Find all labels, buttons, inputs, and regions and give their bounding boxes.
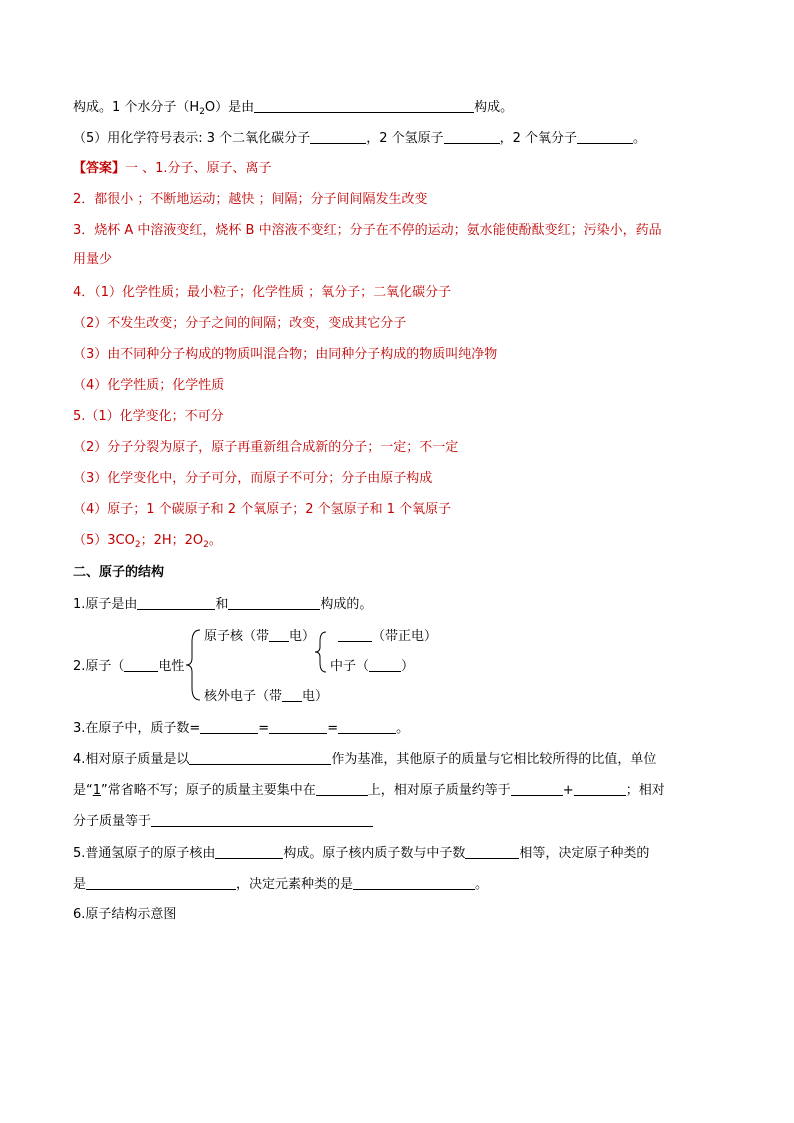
answer-line-1: 【答案】一 、1.分子、原子、离子 xyxy=(73,161,272,176)
answer-line-5-2: （2）分子分裂为原子，原子再重新组合成新的分子；一定；不一定 xyxy=(73,440,459,455)
answer-line-4-3: （3）由不同种分子构成的物质叫混合物；由同种分子构成的物质叫纯净物 xyxy=(73,347,498,362)
answer-blank[interactable] xyxy=(269,719,327,734)
atom-label: 2.原子（ 电性 xyxy=(73,659,185,674)
proton-label: （带正电） xyxy=(338,627,437,646)
question-5-symbols: （5）用化学符号表示: 3 个二氧化碳分子 ，2 个氢原子 ，2 个氧分子 。 xyxy=(73,131,647,146)
atom-brace xyxy=(186,630,200,700)
answer-blank[interactable] xyxy=(574,781,626,796)
answer-blank[interactable] xyxy=(151,812,373,827)
answer-line-5-5: $(5)3CO_2$；2H；$2O_2$。 xyxy=(73,533,222,550)
section-heading: 二、原子的结构 xyxy=(73,565,165,580)
answer-blank[interactable] xyxy=(200,719,258,734)
answer-blank[interactable] xyxy=(189,750,331,765)
answer-blank[interactable] xyxy=(338,719,396,734)
answer-line-3-cont: 用量少 xyxy=(73,252,113,267)
electron-label: 核外电子（带 电） xyxy=(204,689,329,704)
answer-blank[interactable] xyxy=(511,781,563,796)
answer-line-2: 2．都很小 ；不断地运动；越快 ；间隔；分子间间隔发生改变 xyxy=(73,192,428,207)
answer-line-5: 5.（1）化学变化；不可分 xyxy=(73,409,224,424)
answer-line-4-4: （4）化学性质；化学性质 xyxy=(73,378,225,393)
nucleus-brace xyxy=(315,632,326,672)
question-4-line-1: 4.相对原子质量是以 作为基准，其他原子的质量与它相比较所得的比值，单位 xyxy=(73,752,657,767)
answer-blank[interactable] xyxy=(316,781,368,796)
answer-line-3: 3．烧杯 A 中溶液变红，烧杯 B 中溶液不变红；分子在不停的运动；氨水能使酚酞变红；污染小，药品 xyxy=(73,223,662,238)
question-5-line-2: 是 ，决定元素种类的是 。 xyxy=(73,877,489,892)
answer-blank[interactable] xyxy=(465,844,519,859)
answer-line-5-3: （3）化学变化中，分子可分，而原子不可分；分子由原子构成 xyxy=(73,471,433,486)
answer-blank[interactable] xyxy=(353,875,475,890)
water-molecule-line: 构成。1 个水分子$(H_2O)$是由 构成。 xyxy=(73,100,514,117)
answer-line-5-4: （4）原子；1 个碳原子和 2 个氧原子；2 个氢原子和 1 个氧原子 xyxy=(73,502,452,517)
answer-line-4-2: （2）不发生改变；分子之间的间隔；改变，变成其它分子 xyxy=(73,316,407,331)
question-1: 1.原子是由 和 构成的。 xyxy=(73,597,373,612)
question-4-line-3: 分子质量等于 xyxy=(73,812,373,831)
question-5-line-1: 5.普通氢原子的原子核由 构成。原子核内质子数与中子数 相等，决定原子种类的 xyxy=(73,846,650,861)
question-3: 3.在原子中，质子数= = = 。 xyxy=(73,721,410,736)
answer-line-4: 4．（1）化学性质；最小粒子；化学性质 ；氧分子；二氧化碳分子 xyxy=(73,285,452,300)
question-4-line-2: 是“1”常省略不写；原子的质量主要集中在 上，相对原子质量约等于 + ；相对 xyxy=(73,783,665,798)
answer-blank[interactable] xyxy=(215,844,283,859)
nucleus-label: 原子核（带 电） xyxy=(204,629,316,644)
question-6: 6.原子结构示意图 xyxy=(73,907,177,922)
answer-label: 【答案】 xyxy=(73,161,126,176)
answer-blank[interactable] xyxy=(86,875,236,890)
neutron-label: 中子（ ） xyxy=(330,659,415,674)
